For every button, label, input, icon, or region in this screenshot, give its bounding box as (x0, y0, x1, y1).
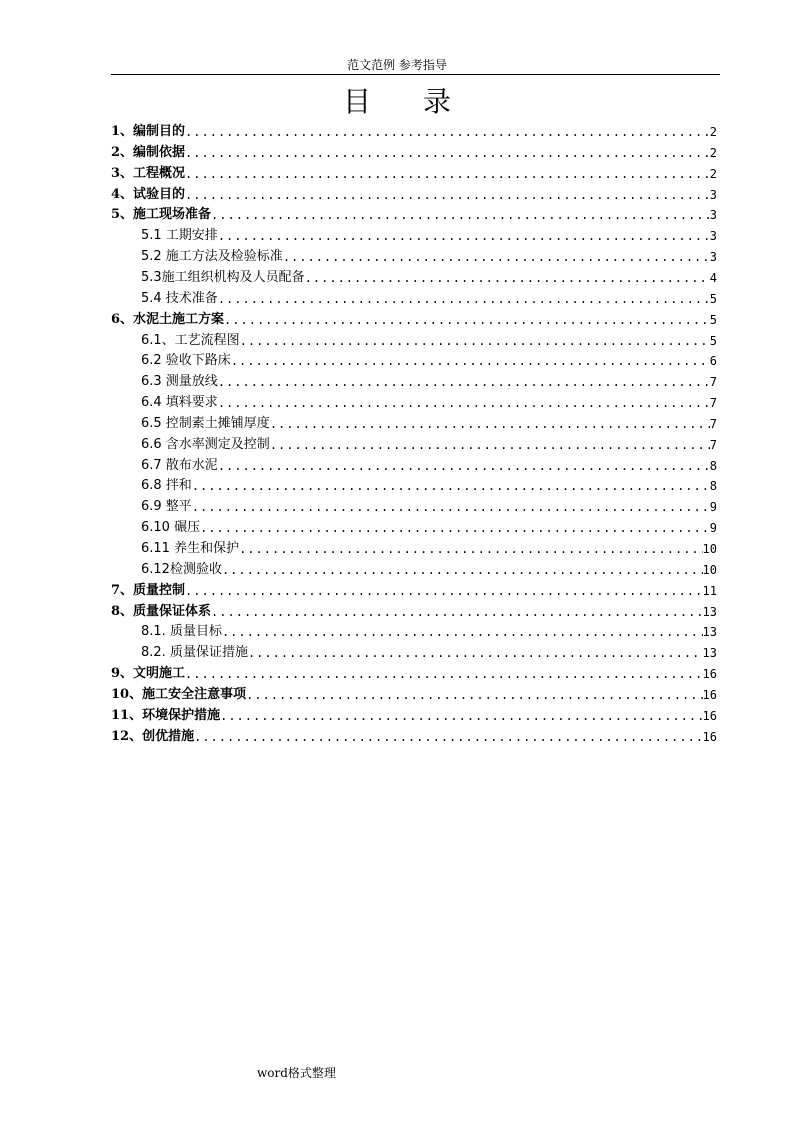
toc-entry-label: 6.12检测验收 (141, 561, 222, 577)
toc-entry[interactable] (111, 264, 717, 285)
toc-leader-dots (218, 229, 710, 243)
toc-entry[interactable] (111, 389, 717, 410)
toc-title: 目录 (342, 85, 503, 118)
toc-leader-dots (185, 584, 703, 598)
toc-entry[interactable] (111, 493, 717, 514)
toc-leader-dots (283, 250, 710, 264)
toc-leader-dots (218, 459, 710, 473)
toc-leader-dots (231, 354, 710, 368)
toc-entry-label: 5.1 工期安排 (141, 228, 218, 244)
toc-entry-label: 3、工程概况 (111, 165, 186, 181)
toc-entry[interactable] (111, 139, 717, 160)
toc-entry[interactable] (111, 368, 717, 389)
toc-entry-label: 6.10 碾压 (141, 520, 201, 536)
toc-entry-label: 5.4 技术准备 (141, 290, 218, 306)
toc-entry-page: 16 (702, 687, 717, 702)
toc-entry-page: 5 (709, 291, 717, 306)
toc-leader-dots (224, 313, 710, 327)
toc-entry-label: 6.6 含水率测定及控制 (141, 436, 270, 452)
toc-entry-label: 6.11 养生和保护 (141, 541, 240, 556)
toc-leader-dots (194, 730, 702, 744)
toc-entry-page: 4 (709, 270, 717, 285)
toc-leader-dots (185, 188, 710, 202)
toc-leader-dots (270, 417, 710, 431)
toc-leader-dots (222, 625, 703, 639)
toc-entry[interactable] (111, 723, 717, 744)
toc-entry-page: 5 (709, 312, 717, 327)
toc-entry-label: 6.8 拌和 (141, 478, 192, 494)
toc-leader-dots (211, 605, 703, 619)
page-header: 范文范例 参考指导 (347, 58, 447, 72)
toc-entry[interactable] (111, 681, 717, 702)
toc-entry[interactable] (111, 472, 717, 493)
toc-leader-dots (240, 334, 710, 348)
toc-entry[interactable] (111, 431, 717, 452)
toc-entry[interactable] (111, 535, 717, 556)
toc-entry[interactable] (111, 598, 717, 619)
toc-entry-label: 6.7 散布水泥 (141, 457, 218, 473)
toc-entry-page: 9 (709, 500, 717, 515)
toc-entry-label: 7、质量控制 (111, 582, 186, 598)
toc-entry-label: 10、施工安全注意事项 (111, 686, 247, 702)
toc-entry-page: 16 (702, 708, 717, 723)
toc-entry[interactable] (111, 702, 717, 723)
toc-entry-label: 6.9 整平 (141, 499, 192, 515)
toc-leader-dots (305, 271, 710, 285)
toc-entry-page: 3 (709, 250, 717, 265)
toc-entry[interactable] (111, 285, 717, 306)
toc-entry[interactable] (111, 410, 717, 431)
toc-entry-label: 5.3施工组织机构及人员配备 (141, 269, 305, 285)
toc-entry-label: 2、编制依据 (111, 144, 186, 160)
toc-entry-label: 5.2 施工方法及检验标准 (141, 249, 283, 265)
toc-entry-page: 3 (709, 229, 717, 244)
toc-entry-page: 13 (702, 646, 717, 661)
toc-entry[interactable] (111, 160, 717, 181)
toc-leader-dots (185, 167, 710, 181)
toc-entry-page: 10 (702, 542, 717, 556)
toc-leader-dots (218, 375, 710, 389)
toc-entry[interactable] (111, 222, 717, 243)
header-rule (111, 74, 720, 75)
toc-leader-dots (211, 208, 710, 222)
toc-entry-page: 5 (709, 333, 717, 348)
toc-leader-dots (192, 479, 710, 493)
toc-entry-page: 11 (702, 583, 717, 598)
toc-leader-dots (270, 438, 710, 452)
toc-entry-page: 7 (709, 375, 717, 390)
toc-entry[interactable] (111, 618, 717, 639)
toc-entry-label: 6.3 测量放线 (141, 374, 218, 390)
toc-entry-label: 11、环境保护措施 (111, 707, 221, 723)
toc-entry-page: 8 (709, 479, 717, 494)
toc-entry-page: 2 (709, 145, 717, 160)
toc-leader-dots (200, 521, 710, 535)
toc-entry-page: 6 (709, 354, 717, 369)
toc-entry[interactable] (111, 452, 717, 473)
toc-entry-page: 9 (709, 521, 717, 536)
toc-leader-dots (220, 709, 702, 723)
toc-entry[interactable] (111, 327, 717, 348)
toc-entry-label: 6、水泥土施工方案 (111, 311, 225, 327)
toc-leader-dots (239, 542, 702, 556)
toc-entry-page: 10 (702, 562, 717, 577)
toc-leader-dots (192, 500, 710, 514)
toc-entry-label: 6.2 验收下路床 (141, 353, 231, 369)
toc-entry[interactable] (111, 306, 717, 327)
toc-entry-label: 8.1. 质量目标 (141, 624, 222, 640)
toc-entry-label: 6.5 控制素土摊铺厚度 (141, 415, 270, 431)
toc-entry-page: 2 (709, 166, 717, 181)
toc-leader-dots (248, 646, 703, 660)
toc-entry-page: 3 (709, 208, 717, 223)
toc-entry[interactable] (111, 514, 717, 535)
toc-entry-page: 16 (702, 729, 717, 744)
toc-entry-page: 7 (709, 416, 717, 431)
page-footer: word格式整理 (257, 1066, 336, 1080)
toc-entry-page: 16 (702, 667, 717, 682)
toc-entry-label: 6.1、工艺流程图 (141, 332, 240, 348)
toc-entry-page: 7 (709, 437, 717, 452)
toc-entry[interactable] (111, 556, 717, 577)
toc-leader-dots (185, 667, 703, 681)
toc-leader-dots (185, 146, 710, 160)
toc-leader-dots (246, 688, 702, 702)
toc-entry-label: 9、文明施工 (111, 666, 186, 682)
toc-entry-label: 8、质量保证体系 (111, 603, 212, 619)
toc-entry-page: 13 (702, 604, 717, 619)
toc-entry[interactable] (111, 577, 717, 598)
toc-entry[interactable] (111, 118, 717, 139)
toc-entry[interactable] (111, 660, 717, 681)
toc-entry[interactable] (111, 347, 717, 368)
toc-leader-dots (218, 292, 710, 306)
toc-leader-dots (222, 563, 703, 577)
toc-entry-label: 8.2. 质量保证措施 (141, 645, 248, 661)
toc-entry-label: 4、试验目的 (111, 186, 186, 202)
toc-leader-dots (218, 396, 710, 410)
toc-entry-page: 7 (709, 396, 717, 411)
toc-entry[interactable] (111, 181, 717, 202)
toc-leader-dots (185, 125, 710, 139)
toc-entry-label: 5、施工现场准备 (111, 207, 212, 223)
toc-entry-label: 6.4 填料要求 (141, 395, 218, 411)
toc-entry[interactable] (111, 639, 717, 660)
toc-entry-page: 13 (702, 625, 717, 640)
toc-entry-label: 1、编制目的 (111, 124, 186, 139)
toc-entry[interactable] (111, 243, 717, 264)
toc-entry-page: 2 (709, 125, 717, 139)
toc-entry[interactable] (111, 201, 717, 222)
toc-entry-page: 8 (709, 458, 717, 473)
toc-entry-page: 3 (709, 187, 717, 202)
toc-entry-label: 12、创优措施 (111, 728, 195, 744)
